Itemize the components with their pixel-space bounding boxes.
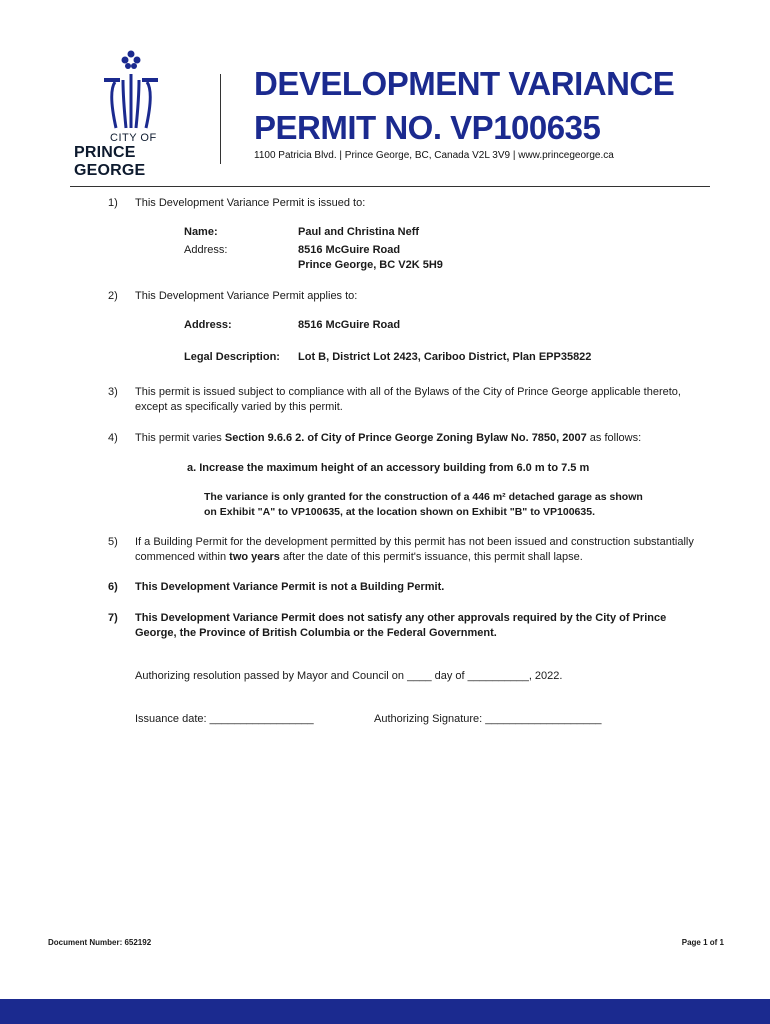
property-address-label: Address: — [184, 319, 232, 331]
item-number: 4) — [108, 432, 118, 444]
lapse-period: two years — [229, 551, 280, 563]
variance-note-line1: The variance is only granted for the construction of a 446 m² detached garage as shown — [204, 491, 643, 503]
item-text: This Development Variance Permit is not a Building Permit. — [135, 581, 445, 593]
header-divider — [220, 74, 221, 164]
page-title — [254, 62, 674, 150]
item-text — [135, 535, 695, 565]
title-line-1: DEVELOPMENT VARIANCE — [254, 65, 675, 102]
item-4-pre: This permit varies — [135, 432, 225, 444]
item-number: 6) — [108, 581, 118, 593]
item-text — [135, 431, 695, 446]
variance-note-line2: on Exhibit "A" to VP100635, at the location shown on Exhibit "B" to VP100635. — [204, 506, 595, 518]
footer-bar — [0, 999, 770, 1024]
name-label: Name: — [184, 226, 218, 238]
item-number: 3) — [108, 386, 118, 398]
legal-description-value: Lot B, District Lot 2423, Cariboo District, Plan EPP35822 — [298, 351, 592, 363]
header-rule — [70, 186, 710, 187]
document-number: Document Number: 652192 — [48, 938, 152, 947]
authorizing-resolution: Authorizing resolution passed by Mayor and Council on ____ day of __________, 2022. — [135, 670, 563, 682]
item-5-post: after the date of this permit's issuance, this permit shall lapse. — [279, 551, 583, 563]
item-text: This Development Variance Permit is issued to: — [135, 197, 366, 209]
issuance-date: Issuance date: _________________ — [135, 713, 314, 725]
authorizing-signature: Authorizing Signature: ___________________ — [374, 713, 602, 725]
item-4-post: as follows: — [586, 432, 642, 444]
variance-a: a. Increase the maximum height of an accessory building from 6.0 m to 7.5 m — [187, 462, 590, 474]
city-emblem-icon — [96, 48, 166, 130]
name-value: Paul and Christina Neff — [298, 226, 420, 238]
bylaw-reference: Section 9.6.6 2. of City of Prince George Zoning Bylaw No. 7850, 2007 — [224, 432, 587, 444]
title-line-2: PERMIT NO. VP100635 — [254, 109, 601, 146]
page-number: Page 1 of 1 — [681, 938, 724, 947]
city-address: 1100 Patricia Blvd. | Prince George, BC, Canada V2L 3V9 | www.princegeorge.ca — [254, 150, 614, 161]
item-number: 7) — [108, 612, 118, 624]
city-logo — [70, 48, 200, 179]
address-value-line1: 8516 McGuire Road — [298, 244, 401, 256]
item-text: This Development Variance Permit does not satisfy any other approvals required by the City of Prince George, the Province of British Columbia or the Federal Government. — [135, 612, 667, 639]
item-number: 5) — [108, 536, 118, 548]
item-text: This permit is issued subject to compliance with all of the Bylaws of the City of Prince George applicable thereto, except as specifically varied by this permit. — [135, 386, 681, 413]
item-text: This Development Variance Permit applies to: — [135, 290, 358, 302]
item-number: 2) — [108, 290, 118, 302]
address-label: Address: — [184, 244, 228, 256]
logo-city-text: CITY OF — [110, 132, 157, 144]
logo-name-text: PRINCE GEORGE — [74, 144, 146, 179]
item-number: 1) — [108, 197, 118, 209]
address-value-line2: Prince George, BC V2K 5H9 — [298, 259, 443, 271]
item-5-pre: If a Building Permit for the development permitted by this permit has not been issued and construction substantially commenced within — [135, 536, 694, 563]
property-address-value: 8516 McGuire Road — [298, 319, 401, 331]
legal-description-label: Legal Description: — [184, 351, 280, 363]
